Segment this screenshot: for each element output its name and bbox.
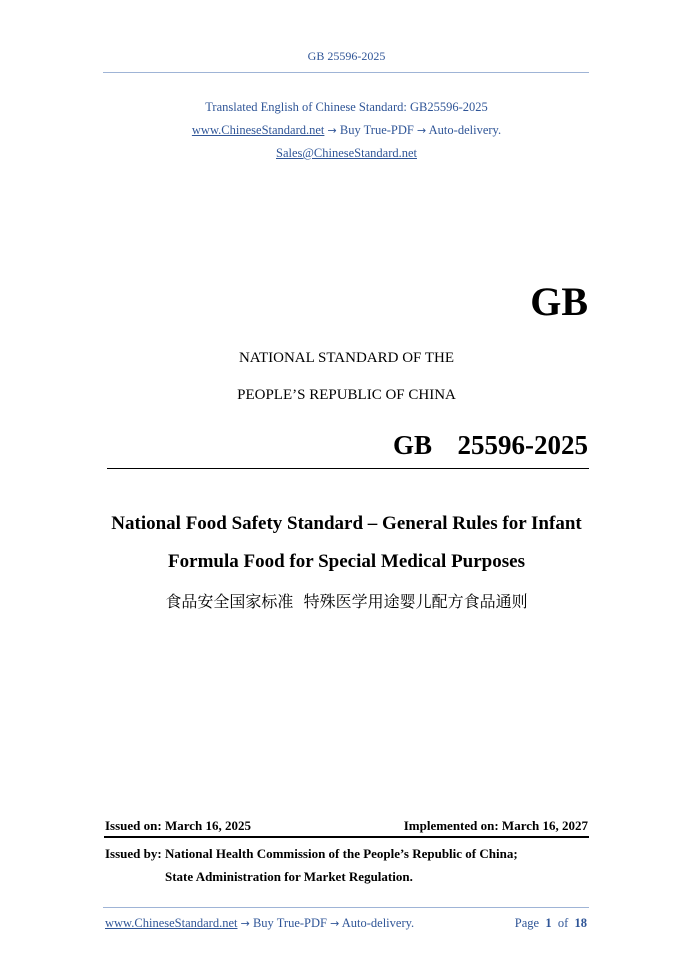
standard-number: GB 25596-2025 [392, 430, 588, 460]
notice-line-3 [0, 142, 693, 165]
footer-buy-text: Buy True-PDF [252, 916, 327, 930]
arrow-icon: → [327, 124, 337, 137]
page-label: Page [514, 916, 540, 930]
document-title-en-line-1: National Food Safety Standard – General Rules for Infant [111, 513, 582, 534]
document-title-en-line-2: Formula Food for Special Medical Purposes [168, 551, 525, 572]
header-divider [103, 72, 589, 73]
sales-email-link[interactable]: Sales@ChineseStandard.net [276, 146, 417, 160]
issued-by-line-1: Issued by: National Health Commission of the People’s Republic of China; [105, 846, 518, 861]
auto-delivery-text: Auto-delivery. [428, 123, 502, 137]
translation-notice [0, 96, 693, 165]
document-title-cn: 食品安全国家标准 特殊医学用途婴儿配方食品通则 [165, 592, 528, 611]
notice-line-2 [0, 119, 693, 142]
footer-site-link[interactable]: www.ChineseStandard.net [105, 916, 238, 930]
gb-logo: GB [530, 279, 588, 324]
dates-divider [104, 836, 589, 838]
page-current: 1 [545, 916, 552, 930]
issued-by-line-2: State Administration for Market Regulation. [165, 869, 413, 884]
national-standard-line-2: PEOPLE’S REPUBLIC OF CHINA [237, 387, 456, 403]
notice-line-1: Translated English of Chinese Standard: GB25596-2025 [205, 100, 488, 114]
site-link[interactable]: www.ChineseStandard.net [191, 123, 325, 137]
running-header: GB 25596-2025 [307, 49, 386, 63]
implemented-on-date: Implemented on: March 16, 2027 [403, 818, 588, 833]
footer-links [105, 916, 414, 931]
national-standard-line-1: NATIONAL STANDARD OF THE [238, 350, 455, 366]
page-indicator [515, 916, 587, 931]
buy-true-pdf-text: Buy True-PDF [339, 123, 414, 137]
footer-divider [103, 907, 589, 908]
page-total: 18 [574, 916, 587, 930]
arrow-icon: → [417, 124, 427, 137]
issued-on-date: Issued on: March 16, 2025 [105, 818, 252, 833]
standard-number-rule [107, 468, 589, 469]
arrow-icon: → [330, 917, 340, 930]
page-of-label: of [557, 916, 569, 930]
footer-delivery-text: Auto-delivery. [341, 916, 415, 930]
arrow-icon: → [240, 917, 250, 930]
